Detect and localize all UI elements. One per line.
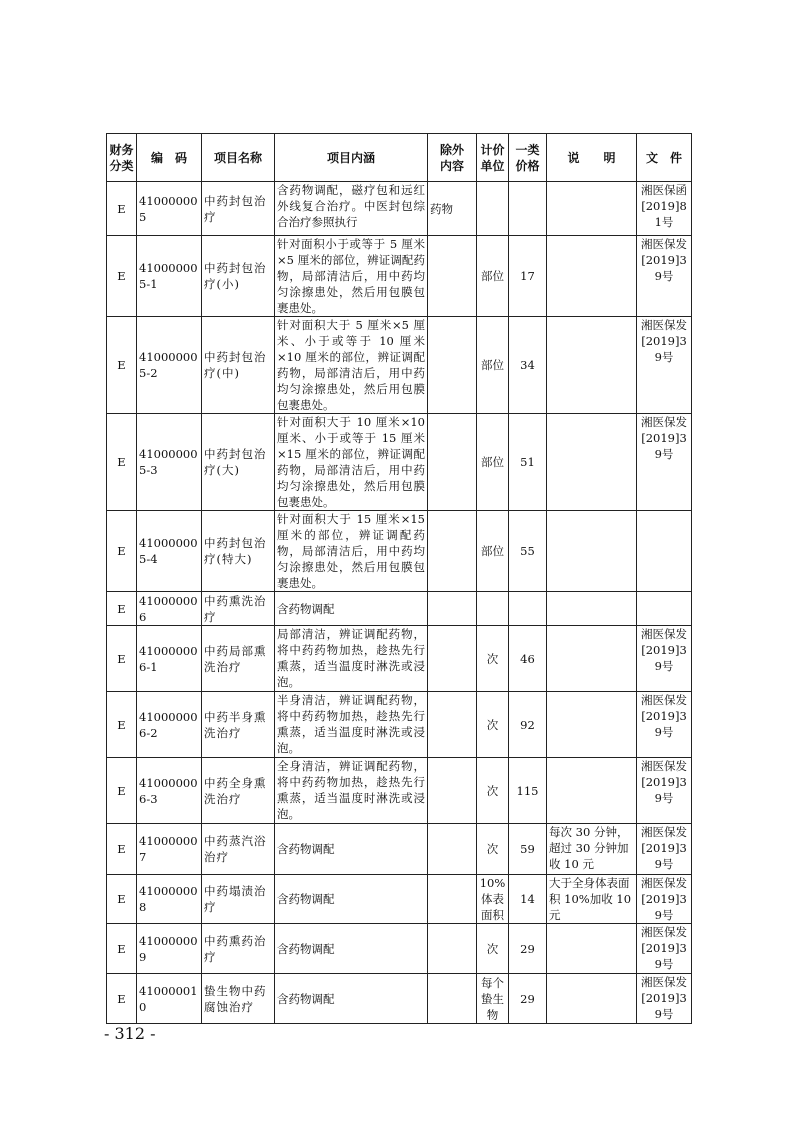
- cell-document: 湘医保发[2019]39号: [637, 758, 692, 824]
- cell-unit: [477, 182, 509, 236]
- cell-price: 55: [509, 511, 547, 592]
- cell-code: 410000006-2: [137, 692, 202, 758]
- cell-name: 中药封包治疗(中): [202, 317, 275, 414]
- cell-notes: 每次 30 分钟，超过 30 分钟加收 10 元: [547, 824, 637, 875]
- table-row: [107, 974, 692, 1024]
- cell-exclusions: [428, 592, 477, 626]
- cell-price: 46: [509, 626, 547, 692]
- price-table: [106, 133, 692, 1024]
- cell-unit: 次: [477, 824, 509, 875]
- header-price: 一类 价格: [509, 134, 547, 182]
- cell-code: 410000010: [137, 974, 202, 1024]
- table-row: [107, 758, 692, 824]
- cell-notes: [547, 924, 637, 974]
- cell-document: [637, 592, 692, 626]
- header-content: 项目内涵: [275, 134, 428, 182]
- cell-price: 29: [509, 924, 547, 974]
- cell-price: 115: [509, 758, 547, 824]
- cell-unit: 每个蛰生物: [477, 974, 509, 1024]
- cell-exclusions: [428, 824, 477, 875]
- cell-exclusions: [428, 875, 477, 924]
- cell-notes: [547, 182, 637, 236]
- cell-name: 中药全身熏洗治疗: [202, 758, 275, 824]
- cell-content: 含药物调配: [275, 924, 428, 974]
- header-row: [107, 134, 692, 182]
- header-category: 财务 分类: [107, 134, 137, 182]
- cell-content: 半身清洁，辨证调配药物，将中药药物加热，趁热先行熏蒸，适当温度时淋洗或浸泡。: [275, 692, 428, 758]
- cell-exclusions: [428, 974, 477, 1024]
- cell-exclusions: 药物: [428, 182, 477, 236]
- cell-exclusions: [428, 414, 477, 511]
- cell-unit: [477, 592, 509, 626]
- cell-price: 29: [509, 974, 547, 1024]
- cell-unit: 部位: [477, 236, 509, 317]
- cell-code: 410000005-1: [137, 236, 202, 317]
- cell-unit: 部位: [477, 414, 509, 511]
- table-row: [107, 875, 692, 924]
- cell-document: 湘医保发[2019]39号: [637, 414, 692, 511]
- cell-name: 中药熏洗治疗: [202, 592, 275, 626]
- cell-content: 含药物调配，磁疗包和远红外线复合治疗。中医封包综合治疗参照执行: [275, 182, 428, 236]
- cell-content: 针对面积小于或等于 5 厘米×5 厘米的部位，辨证调配药物，局部清洁后，用中药均匀涂擦患处，然后用包膜包裹患处。: [275, 236, 428, 317]
- cell-exclusions: [428, 236, 477, 317]
- cell-name: 中药封包治疗(大): [202, 414, 275, 511]
- header-document: 文 件: [637, 134, 692, 182]
- cell-category: E: [107, 875, 137, 924]
- cell-document: 湘医保发[2019]39号: [637, 692, 692, 758]
- cell-document: 湘医保发[2019]39号: [637, 924, 692, 974]
- cell-content: 全身清洁，辨证调配药物，将中药药物加热，趁热先行熏蒸，适当温度时淋洗或浸泡。: [275, 758, 428, 824]
- cell-unit: 次: [477, 758, 509, 824]
- cell-name: 中药蒸汽浴治疗: [202, 824, 275, 875]
- cell-notes: [547, 317, 637, 414]
- table-row: [107, 626, 692, 692]
- cell-category: E: [107, 692, 137, 758]
- cell-document: 湘医保发[2019]39号: [637, 626, 692, 692]
- cell-exclusions: [428, 924, 477, 974]
- cell-price: 59: [509, 824, 547, 875]
- cell-content: 针对面积大于 5 厘米×5 厘米、小于或等于 10 厘米×10 厘米的部位，辨证调配药物，局部清洁后，用中药均匀涂擦患处，然后用包膜包裹患处。: [275, 317, 428, 414]
- cell-code: 410000005: [137, 182, 202, 236]
- cell-code: 410000009: [137, 924, 202, 974]
- cell-notes: [547, 692, 637, 758]
- cell-category: E: [107, 414, 137, 511]
- cell-content: 含药物调配: [275, 974, 428, 1024]
- cell-document: 湘医保发[2019]39号: [637, 824, 692, 875]
- cell-name: 中药封包治疗(特大): [202, 511, 275, 592]
- cell-document: 湘医保发[2019]39号: [637, 974, 692, 1024]
- cell-name: 中药局部熏洗治疗: [202, 626, 275, 692]
- cell-category: E: [107, 236, 137, 317]
- table-row: [107, 692, 692, 758]
- cell-code: 410000005-3: [137, 414, 202, 511]
- cell-price: 17: [509, 236, 547, 317]
- table-row: [107, 592, 692, 626]
- cell-unit: 10%体表面积: [477, 875, 509, 924]
- cell-content: 含药物调配: [275, 875, 428, 924]
- cell-notes: [547, 511, 637, 592]
- cell-price: 92: [509, 692, 547, 758]
- cell-code: 410000006-1: [137, 626, 202, 692]
- cell-unit: 部位: [477, 511, 509, 592]
- cell-unit: 次: [477, 626, 509, 692]
- cell-exclusions: [428, 317, 477, 414]
- cell-notes: [547, 414, 637, 511]
- cell-unit: 部位: [477, 317, 509, 414]
- cell-price: [509, 592, 547, 626]
- cell-name: 蛰生物中药腐蚀治疗: [202, 974, 275, 1024]
- cell-document: 湘医保发[2019]39号: [637, 875, 692, 924]
- cell-category: E: [107, 511, 137, 592]
- cell-name: 中药封包治疗: [202, 182, 275, 236]
- cell-exclusions: [428, 626, 477, 692]
- cell-category: E: [107, 317, 137, 414]
- cell-category: E: [107, 924, 137, 974]
- cell-document: [637, 511, 692, 592]
- header-exclusions: 除外 内容: [428, 134, 477, 182]
- header-code: 编 码: [137, 134, 202, 182]
- cell-code: 410000006: [137, 592, 202, 626]
- cell-notes: [547, 974, 637, 1024]
- cell-document: 湘医保发[2019]39号: [637, 317, 692, 414]
- table-row: [107, 824, 692, 875]
- cell-code: 410000005-4: [137, 511, 202, 592]
- cell-name: 中药熏药治疗: [202, 924, 275, 974]
- header-notes: 说 明: [547, 134, 637, 182]
- cell-code: 410000007: [137, 824, 202, 875]
- cell-name: 中药塌渍治疗: [202, 875, 275, 924]
- cell-notes: [547, 626, 637, 692]
- cell-exclusions: [428, 758, 477, 824]
- cell-exclusions: [428, 692, 477, 758]
- cell-category: E: [107, 824, 137, 875]
- cell-content: 含药物调配: [275, 824, 428, 875]
- cell-category: E: [107, 626, 137, 692]
- table-row: [107, 511, 692, 592]
- header-name: 项目名称: [202, 134, 275, 182]
- cell-code: 410000006-3: [137, 758, 202, 824]
- cell-category: E: [107, 974, 137, 1024]
- table-row: [107, 317, 692, 414]
- cell-price: 34: [509, 317, 547, 414]
- cell-document: 湘医保发[2019]39号: [637, 236, 692, 317]
- cell-content: 局部清洁，辨证调配药物，将中药药物加热，趁热先行熏蒸，适当温度时淋洗或浸泡。: [275, 626, 428, 692]
- cell-notes: [547, 758, 637, 824]
- table-row: [107, 236, 692, 317]
- table-row: [107, 182, 692, 236]
- table-row: [107, 924, 692, 974]
- cell-document: 湘医保函[2019]81号: [637, 182, 692, 236]
- cell-code: 410000005-2: [137, 317, 202, 414]
- table-row: [107, 414, 692, 511]
- cell-name: 中药半身熏洗治疗: [202, 692, 275, 758]
- cell-category: E: [107, 758, 137, 824]
- cell-code: 410000008: [137, 875, 202, 924]
- cell-exclusions: [428, 511, 477, 592]
- cell-unit: 次: [477, 924, 509, 974]
- cell-content: 含药物调配: [275, 592, 428, 626]
- cell-category: E: [107, 592, 137, 626]
- cell-price: [509, 182, 547, 236]
- cell-content: 针对面积大于 10 厘米×10 厘米、小于或等于 15 厘米×15 厘米的部位，辨证调配药物，局部清洁后，用中药均匀涂擦患处，然后用包膜包裹患处。: [275, 414, 428, 511]
- cell-price: 14: [509, 875, 547, 924]
- cell-name: 中药封包治疗(小): [202, 236, 275, 317]
- cell-notes: 大于全身体表面积 10%加收 10 元: [547, 875, 637, 924]
- cell-notes: [547, 592, 637, 626]
- cell-category: E: [107, 182, 137, 236]
- cell-content: 针对面积大于 15 厘米×15 厘米的部位，辨证调配药物，局部清洁后，用中药均匀涂擦患处，然后用包膜包裹患处。: [275, 511, 428, 592]
- cell-price: 51: [509, 414, 547, 511]
- cell-notes: [547, 236, 637, 317]
- page-number: - 312 -: [104, 1024, 156, 1043]
- header-unit: 计价 单位: [477, 134, 509, 182]
- cell-unit: 次: [477, 692, 509, 758]
